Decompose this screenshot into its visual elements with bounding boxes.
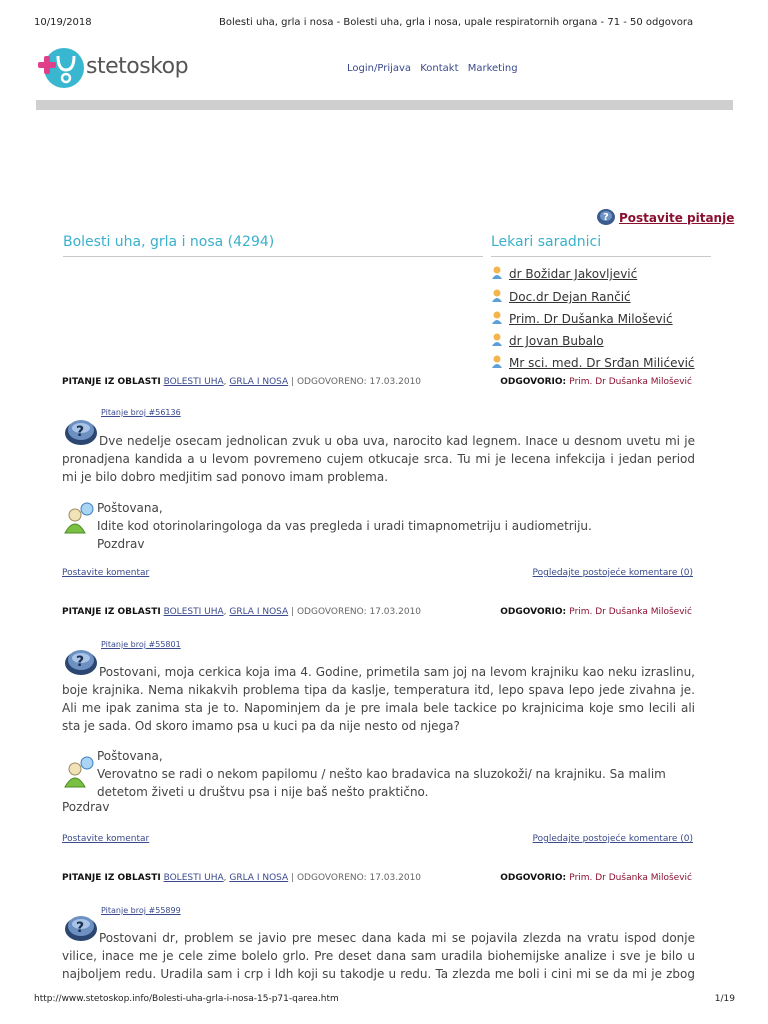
nav-contact[interactable]: Kontakt — [420, 63, 459, 74]
answered-by: ODGOVORIO: Prim. Dr Dušanka Milošević — [500, 873, 692, 883]
question-number[interactable]: Pitanje broj #56136 — [101, 408, 181, 417]
doctor-name: Mr sci. med. Dr Srđan Milićević — [509, 356, 695, 370]
post-comment-link[interactable]: Postavite komentar — [62, 834, 150, 844]
doctor-item[interactable] — [491, 311, 673, 326]
area-link[interactable]: BOLESTI UHA — [163, 607, 224, 617]
question-text: Dve nedelje osecam jednolican zvuk u oba uva, narocito kad legnem. Inace u desnom uvetu mi je pronadjena kandida a u levom povremeno cujem otkucaje srca. Tu mi je lecena infekcija i jedan period mi je bilo dobro medjitim sad ponovo imam problema. — [62, 434, 695, 484]
question-meta: PITANJE IZ OBLASTI BOLESTI UHA, GRLA I NOSA | ODGOVORENO: 17.03.2010 — [62, 377, 422, 387]
answered-date: 17.03.2010 — [369, 377, 422, 387]
area-link[interactable]: BOLESTI UHA — [163, 377, 224, 387]
answered-by: ODGOVORIO: Prim. Dr Dušanka Milošević — [500, 377, 692, 387]
doctor-item[interactable] — [491, 266, 637, 281]
answer-text: Poštovana, Verovatno se radi o nekom papilomu / nešto kao bradavica na sluzokoži/ na krajniku. Sa malim detetom živeti u društvu psa i nije baš nešto praktično. — [97, 749, 666, 799]
print-title: Bolesti uha, grla i nosa - Bolesti uha, grla i nosa, upale respiratornih organa - 71 - 50 odgovora — [219, 17, 694, 28]
answer-avatar-icon — [63, 756, 95, 792]
doctor-icon — [491, 289, 503, 303]
doctor-icon — [491, 355, 503, 369]
ask-question-link[interactable] — [596, 208, 734, 226]
doctor-name: Doc.dr Dejan Rančić — [509, 290, 631, 304]
question-bubble-icon — [596, 208, 616, 226]
print-page-number: 1/19 — [714, 994, 735, 1004]
brand-name[interactable]: stetoskop — [86, 54, 189, 79]
question-text: Postovani dr, problem se javio pre mesec dana kada mi se pojavila zlezda na vratu ispod donje vilice, inace me je cele zime bolelo grlo. Pre deset dana sam uradila biohemijske analize i sve je bilo u najboljem redu. Uradila sam i crp i ldh koji su takodje u redu. Ta zlezda me boli i cini mi se da mi je zbog — [62, 931, 695, 981]
doctors-title: Lekari saradnici — [491, 234, 711, 257]
question-number[interactable]: Pitanje broj #55801 — [101, 640, 181, 649]
question-number[interactable]: Pitanje broj #55899 — [101, 906, 181, 915]
post-comment-link[interactable]: Postavite komentar — [62, 568, 150, 578]
answer-closing: Pozdrav — [62, 800, 110, 814]
doctor-icon — [491, 311, 503, 325]
answerer-name[interactable]: Prim. Dr Dušanka Milošević — [569, 873, 692, 883]
answered-by: ODGOVORIO: Prim. Dr Dušanka Milošević — [500, 607, 692, 617]
doctor-item[interactable] — [491, 355, 695, 370]
svg-text:?: ? — [603, 212, 609, 223]
print-date: 10/19/2018 — [34, 17, 92, 28]
section-title: Bolesti uha, grla i nosa (4294) — [63, 234, 483, 257]
header-divider — [36, 100, 733, 110]
view-comments-link[interactable]: Pogledajte postojeće komentare (0) — [532, 568, 693, 578]
doctor-icon — [491, 266, 503, 280]
doctor-name: dr Jovan Bubalo — [509, 334, 604, 348]
nav-login[interactable]: Login/Prijava — [347, 63, 412, 74]
top-nav — [347, 63, 524, 74]
answer-text: Poštovana, Idite kod otorinolaringologa da vas pregleda i uradi timapnometriju i audiometriju. Pozdrav — [97, 501, 592, 551]
svg-text:?: ? — [76, 654, 85, 670]
answerer-name[interactable]: Prim. Dr Dušanka Milošević — [569, 607, 692, 617]
answered-date: 17.03.2010 — [369, 873, 422, 883]
svg-text:?: ? — [76, 920, 85, 936]
answerer-name[interactable]: Prim. Dr Dušanka Milošević — [569, 377, 692, 387]
doctor-name: dr Božidar Jakovljević — [509, 267, 638, 281]
doctor-name: Prim. Dr Dušanka Milošević — [509, 312, 673, 326]
area-link[interactable]: GRLA I NOSA — [229, 607, 289, 617]
question-text: Postovani, moja cerkica koja ima 4. Godine, primetila sam joj na levom krajniku kao neku izraslinu, boje krajnika. Nema nikakvih problema tipa da kaslje, temperatura itd, lepo spava lepo jede zivahna je. Ali me ipak zanima sta je to. Napominjem da je pre imala bele tackice po krajnicima koje smo lecili ali sta je sada. Od skoro imamo psa u kuci pa da nije nesto od njega? — [62, 665, 695, 733]
print-url: http://www.stetoskop.info/Bolesti-uha-grla-i-nosa-15-p71-qarea.htm — [34, 994, 339, 1004]
doctor-item[interactable] — [491, 289, 631, 304]
answer-avatar-icon — [63, 502, 95, 538]
doctor-icon — [491, 333, 503, 347]
logo-icon[interactable] — [36, 46, 84, 96]
view-comments-link[interactable]: Pogledajte postojeće komentare (0) — [532, 834, 693, 844]
answered-date: 17.03.2010 — [369, 607, 422, 617]
question-meta: PITANJE IZ OBLASTI BOLESTI UHA, GRLA I NOSA | ODGOVORENO: 17.03.2010 — [62, 607, 422, 617]
doctor-item[interactable] — [491, 333, 604, 348]
area-link[interactable]: GRLA I NOSA — [229, 377, 289, 387]
svg-text:?: ? — [76, 424, 85, 440]
ask-question-label: Postavite pitanje — [619, 211, 735, 225]
question-meta: PITANJE IZ OBLASTI BOLESTI UHA, GRLA I NOSA | ODGOVORENO: 17.03.2010 — [62, 873, 422, 883]
nav-marketing[interactable]: Marketing — [467, 63, 518, 74]
area-link[interactable]: GRLA I NOSA — [229, 873, 289, 883]
area-link[interactable]: BOLESTI UHA — [163, 873, 224, 883]
